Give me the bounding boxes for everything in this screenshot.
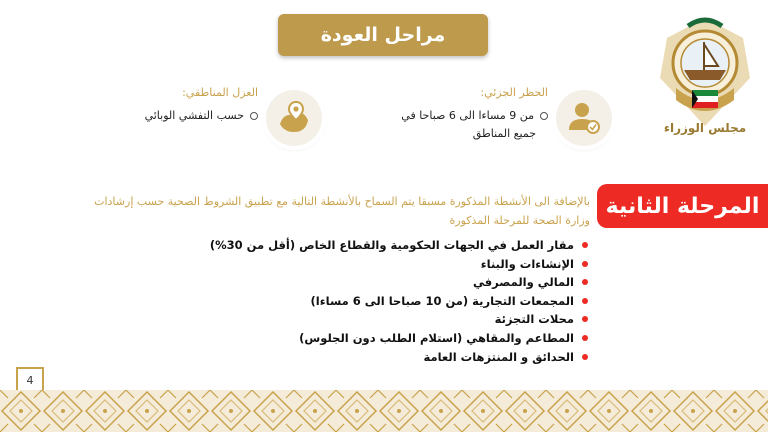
partial-curfew-line2: جميع المناطق	[472, 127, 536, 140]
list-item: المالي والمصرفي	[280, 273, 588, 292]
partial-curfew-title: الحظر الجزئي:	[480, 86, 548, 99]
area-isolation-icon-circle	[266, 90, 322, 146]
decorative-pattern	[0, 390, 768, 432]
list-item: مقار العمل في الجهات الحكومية والقطاع الخاص (أقل من 30%)	[280, 236, 588, 255]
area-isolation-line1	[120, 107, 258, 125]
location-map-icon	[266, 90, 322, 146]
list-item: الإنشاءات والبناء	[280, 255, 588, 274]
page-title: مراحل العودة	[278, 14, 488, 56]
list-item: محلات التجزئة	[280, 310, 588, 329]
kuwait-emblem-icon	[648, 8, 763, 138]
list-item: المطاعم والمقاهي (استلام الطلب دون الجلوس)	[280, 329, 588, 348]
area-isolation-text: حسب التفشي الوبائي	[144, 109, 244, 122]
page-number: 4	[16, 367, 44, 393]
emblem-caption: مجلس الوزراء	[663, 121, 747, 135]
phase-label: المرحلة الثانية	[597, 184, 768, 228]
phase-intro: بالإضافة الى الأنشطة المذكورة مسبقا يتم السماح بالأنشطة التالية مع تطبيق الشروط الصحية حسب إرشادات وزارة الصحة للمرحلة المذكورة	[94, 195, 590, 227]
ring-bullet-icon	[250, 112, 258, 120]
person-check-icon	[556, 90, 612, 146]
partial-curfew-text: من 9 مساءا الى 6 صباحا في	[401, 109, 534, 122]
activity-list	[209, 236, 588, 366]
partial-curfew-line1	[380, 107, 548, 125]
partial-curfew-icon-circle	[556, 90, 612, 146]
list-item: المجمعات التجارية (من 10 صباحا الى 6 مساءا)	[280, 292, 588, 311]
area-isolation-title: العزل المناطقي:	[182, 86, 258, 99]
ring-bullet-icon	[540, 112, 548, 120]
list-item: الحدائق و المنتزهات العامة	[280, 348, 588, 367]
